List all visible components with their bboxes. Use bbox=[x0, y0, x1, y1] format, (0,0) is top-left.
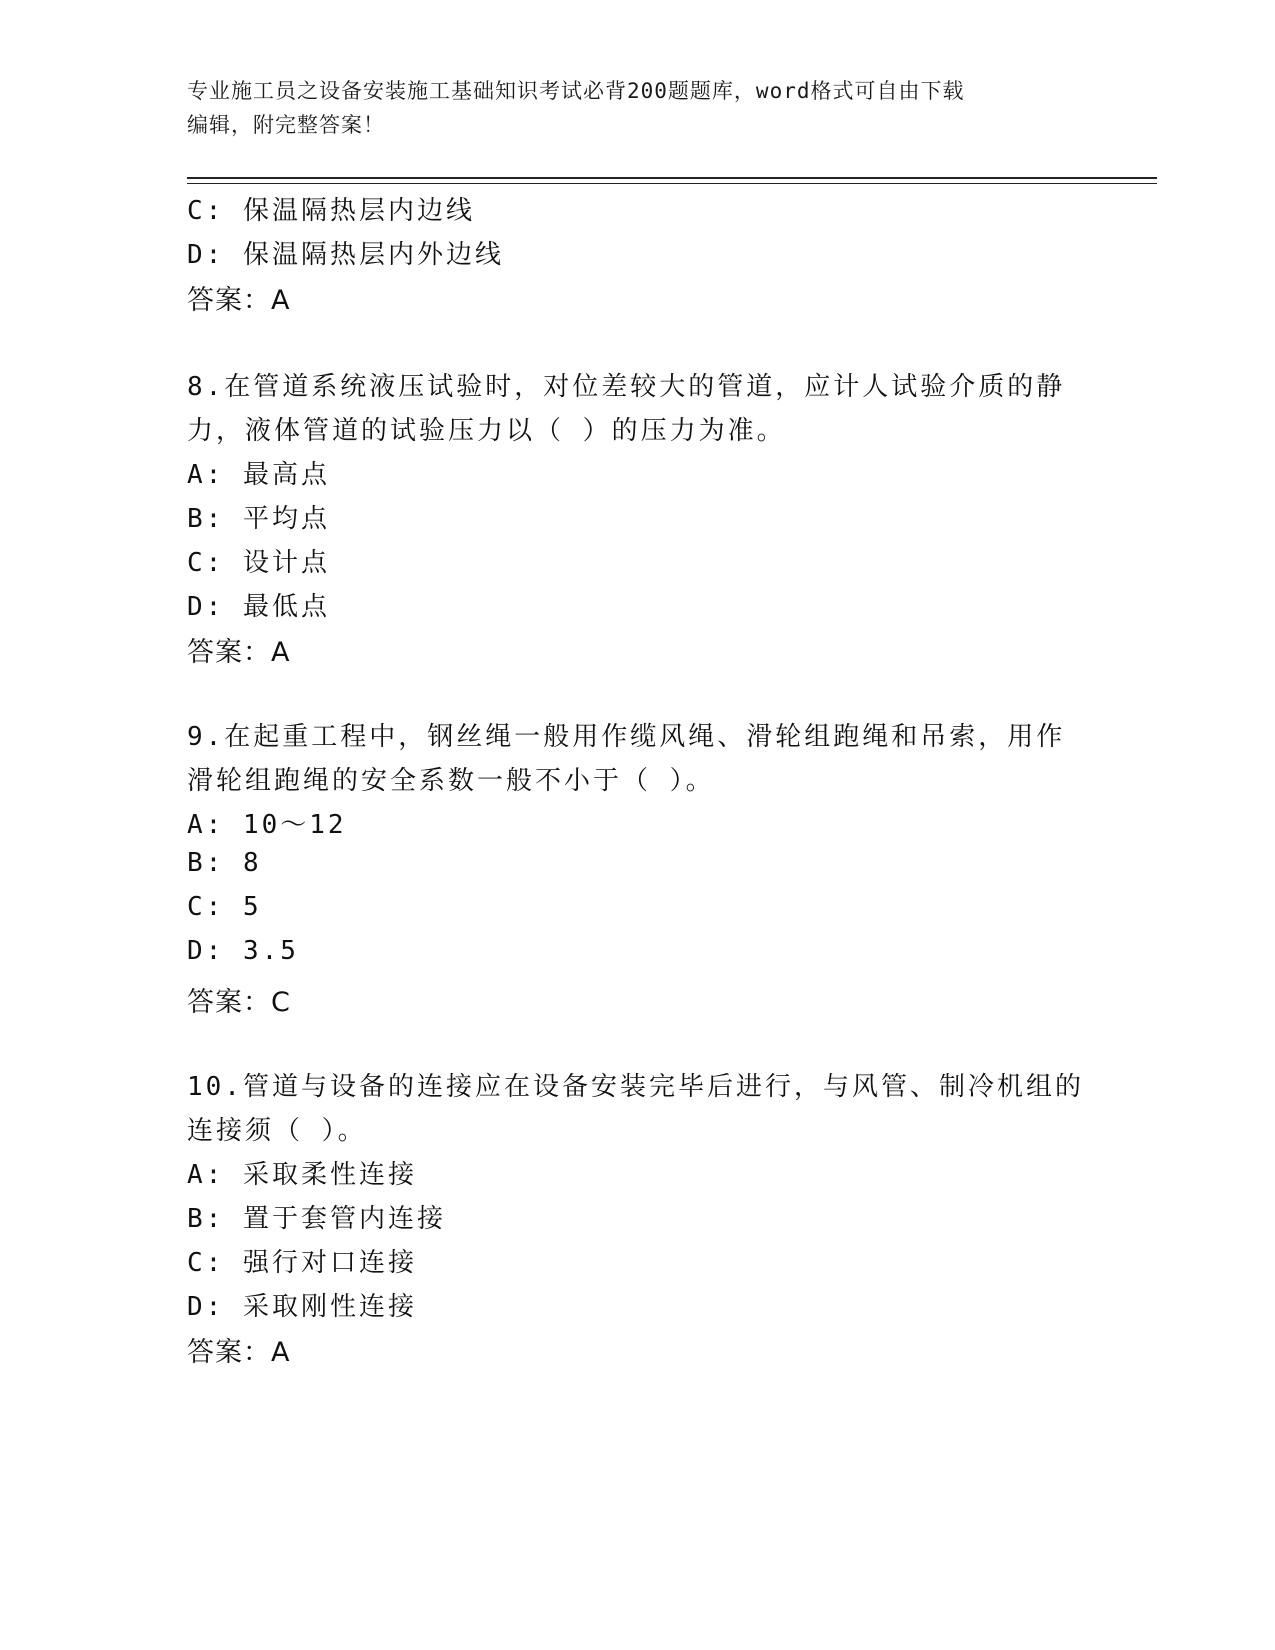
q8-option-a: A: 最高点 bbox=[187, 460, 330, 490]
q8-answer: 答案：A bbox=[187, 637, 291, 668]
q10-answer: 答案：A bbox=[187, 1337, 291, 1368]
q9-stem-line-1: 9.在起重工程中，钢丝绳一般用作缆风绳、滑轮组跑绳和吊索，用作 bbox=[187, 722, 1066, 752]
q10-stem-line-2: 连接须（ ）。 bbox=[187, 1116, 367, 1146]
header-line-2: 编辑，附完整答案！ bbox=[187, 113, 385, 137]
q9-option-b: B: 8 bbox=[187, 848, 262, 878]
q9-stem-line-2: 滑轮组跑绳的安全系数一般不小于（ ）。 bbox=[187, 766, 715, 796]
q10-option-b: B: 置于套管内连接 bbox=[187, 1204, 446, 1234]
header-divider-thick bbox=[187, 177, 1157, 179]
page-header bbox=[187, 74, 1087, 142]
q9-option-c: C: 5 bbox=[187, 892, 262, 922]
q10-option-c: C: 强行对口连接 bbox=[187, 1248, 417, 1278]
q8-stem-line-1: 8.在管道系统液压试验时，对位差较大的管道，应计人试验介质的静 bbox=[187, 372, 1066, 402]
header-divider-thin bbox=[187, 183, 1157, 184]
q7-answer: 答案：A bbox=[187, 285, 291, 316]
q9-option-d: D: 3.5 bbox=[187, 936, 299, 966]
q7-option-d: D: 保温隔热层内外边线 bbox=[187, 240, 504, 270]
header-line-1: 专业施工员之设备安装施工基础知识考试必背200题题库，word格式可自由下载 bbox=[187, 79, 965, 103]
q9-answer: 答案：C bbox=[187, 987, 291, 1018]
q8-option-b: B: 平均点 bbox=[187, 504, 330, 534]
q8-option-c: C: 设计点 bbox=[187, 548, 330, 578]
q10-stem-line-1: 10.管道与设备的连接应在设备安装完毕后进行，与风管、制冷机组的 bbox=[187, 1072, 1084, 1102]
q7-option-c: C: 保温隔热层内边线 bbox=[187, 196, 475, 226]
q8-option-d: D: 最低点 bbox=[187, 592, 330, 622]
q10-option-a: A: 采取柔性连接 bbox=[187, 1160, 417, 1190]
q8-stem-line-2: 力，液体管道的试验压力以（ ）的压力为准。 bbox=[187, 416, 786, 446]
q9-option-a: A: 10～12 bbox=[187, 810, 347, 840]
q10-option-d: D: 采取刚性连接 bbox=[187, 1292, 417, 1322]
